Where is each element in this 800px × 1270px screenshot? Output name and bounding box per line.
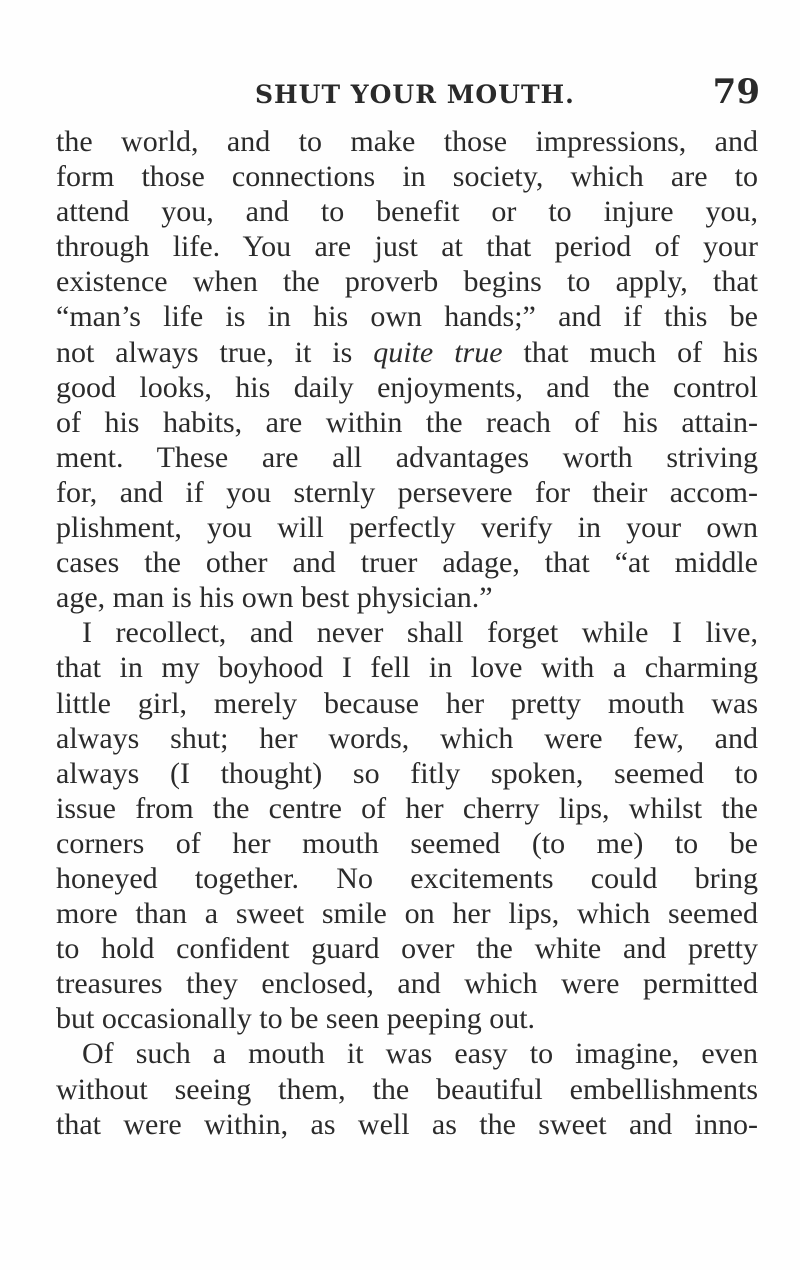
text-line: Of such a mouth it was easy to imagine, even <box>82 1037 758 1071</box>
text-line: cases the other and truer adage, that “at middle <box>56 546 758 580</box>
emphasis-text: quite true <box>373 335 503 369</box>
text-line: age, man is his own best physician.” <box>56 581 493 615</box>
text-line: through life. You are just at that period of your <box>56 230 758 264</box>
text-line: little girl, merely because her pretty mouth was <box>56 686 758 720</box>
running-head <box>60 72 760 112</box>
text-line: but occasionally to be seen peeping out. <box>56 1002 536 1036</box>
text-line: more than a sweet smile on her lips, which seemed <box>56 897 758 931</box>
text-line: attend you, and to benefit or to injure you, <box>56 195 758 229</box>
text-line: “man’s life is in his own hands;” and if this be <box>56 300 758 334</box>
text-line: I recollect, and never shall forget while I live, <box>82 616 758 650</box>
text-line: treasures they enclosed, and which were permitted <box>56 967 758 1001</box>
text-segment: that much of his <box>523 335 759 369</box>
body-text <box>56 124 758 1142</box>
running-title: SHUT YOUR MOUTH. <box>255 80 575 109</box>
text-line: without seeing them, the beautiful embellishments <box>56 1072 758 1106</box>
text-line: plishment, you will perfectly verify in your own <box>56 511 758 545</box>
text-line: existence when the proverb begins to apply, that <box>56 265 758 299</box>
text-line: ment. These are all advantages worth striving <box>56 440 758 474</box>
text-line: honeyed together. No excitements could bring <box>56 861 758 895</box>
text-line: that were within, as well as the sweet and inno- <box>56 1107 758 1141</box>
text-line: good looks, his daily enjoyments, and the control <box>56 370 758 404</box>
text-line: to hold confident guard over the white and pretty <box>56 932 758 966</box>
text-line: of his habits, are within the reach of his attain- <box>56 405 758 439</box>
page-number: 79 <box>712 72 760 112</box>
text-line: issue from the centre of her cherry lips, whilst the <box>56 791 758 825</box>
text-segment: not always true, it is <box>56 335 353 369</box>
text-line: the world, and to make those impressions, and <box>56 125 758 158</box>
text-line: for, and if you sternly persevere for their accom- <box>56 475 758 509</box>
text-line: that in my boyhood I fell in love with a charming <box>56 651 758 685</box>
text-line: always shut; her words, which were few, and <box>56 721 758 755</box>
text-line: form those connections in society, which are to <box>56 160 758 194</box>
text-line <box>56 335 758 370</box>
text-line: always (I thought) so fitly spoken, seemed to <box>56 756 758 790</box>
text-line: corners of her mouth seemed (to me) to be <box>56 826 758 860</box>
